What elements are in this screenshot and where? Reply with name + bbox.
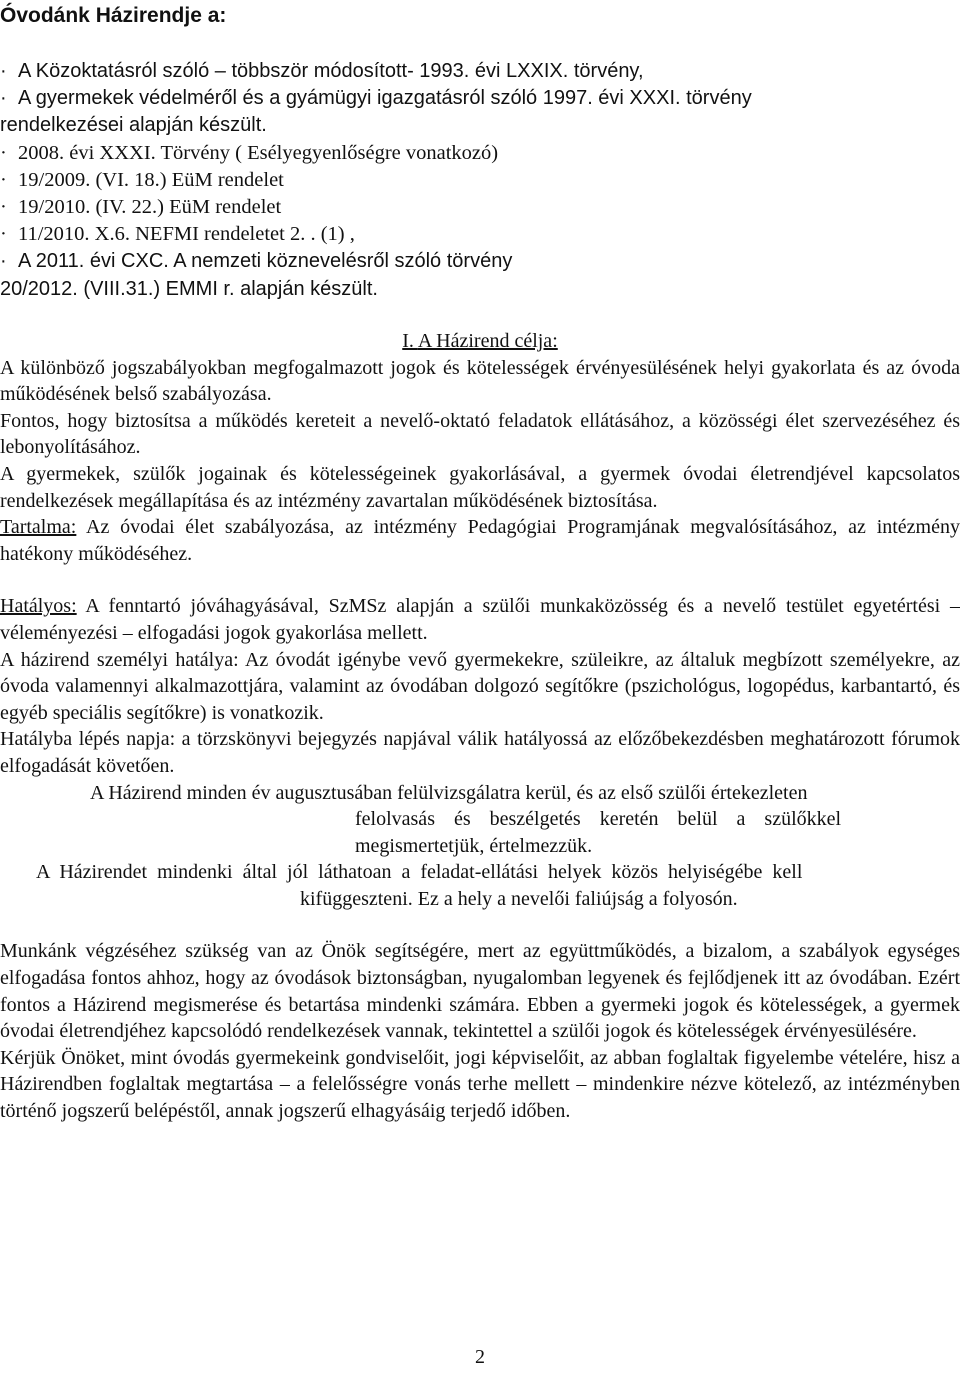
list-item: · 11/2010. X.6. NEFMI rendeletet 2. . (1) , (0, 221, 960, 248)
list-item: · 19/2009. (VI. 18.) EüM rendelet (0, 167, 960, 194)
list-item: · A Közoktatásról szóló – többször módosított- 1993. évi LXXIX. törvény, (0, 58, 960, 85)
bullet-dot-icon: · (0, 223, 7, 246)
bullet-dot-icon: · (0, 250, 7, 273)
document-body (0, 328, 960, 1125)
list-item: · 2008. évi XXXI. Törvény ( Esélyegyenlőségre vonatkozó) (0, 140, 960, 167)
page-title: Óvodánk Házirendje a: (0, 4, 227, 27)
bullet-dot-icon: · (0, 141, 7, 164)
list-item: · A 2011. évi CXC. A nemzeti köznevelésről szóló törvény (0, 248, 960, 275)
paragraph-scope: A házirend személyi hatálya: Az óvodát igénybe vevő gyermekekre, szüleikre, az általuk megbízott személyekre, az óvoda valamennyi alkalmazottjára, valamint az óvodában dolgozó segítőkre (pszichológus, logopédus, karbantartó, és egyéb speciális segítőkre) is vonatkozik. (0, 648, 960, 724)
paragraph-effective-date: Hatályba lépés napja: a törzskönyvi bejegyzés napjával válik hatályossá az előzőbekezdésben meghatározott fórumok elfogadását követően. (0, 728, 960, 777)
legal-basis-list (0, 58, 960, 303)
list-item: 20/2012. (VIII.31.) EMMI r. alapján készült. (0, 277, 378, 300)
paragraph-rights: A gyermekek, szülők jogainak és kötelességeinek gyakorlásával, a gyermek óvodai életrendjével kapcsolatos rendelkezések megállapítása és az intézmény zavartalan működésének biztosítása. (0, 462, 960, 512)
spacer (0, 567, 960, 593)
list-item: · A gyermekek védelméről és a gyámügyi igazgatásról szóló 1997. évi XXXI. törvény (0, 85, 960, 112)
content-label: Tartalma: (0, 516, 77, 539)
paragraph-request: Kérjük Önöket, mint óvodás gyermekeink gondviselőit, jogi képviselőit, az abban foglaltak figyelembe vételére, hisz a Házirendben foglaltak megtartása – a felelősségre vonás terhe mellett – mindenkire nézve kötelező, az intézményben történő jogszerű belépéstől, annak jogszerű elhagyásáig terjedő időben. (0, 1046, 960, 1123)
list-item: rendelkezései alapján készült. (0, 114, 267, 137)
paragraph-importance: Fontos, hogy biztosítsa a működés kereteit a nevelő-oktató feladatok ellátásához, a közösségi élet szervezéséhez és lebonyolításához. (0, 409, 960, 459)
bullet-dot-icon: · (0, 87, 7, 110)
bullet-dot-icon: · (0, 60, 7, 82)
section-heading: I. A Házirend célja: (402, 330, 558, 352)
paragraph-review: A Házirend minden év augusztusában felülvizsgálatra kerül, és az első szülői értekezleten felolvasás és beszélgetés keretén belül a szülőkkel megismertetjük, értelmezzük. (90, 781, 842, 857)
bullet-dot-icon: · (0, 196, 7, 219)
paragraph-content: Tartalma: Az óvodai élet szabályozása, az intézmény Pedagógiai Programjának megvalósításához, az intézmény hatékony működéséhez. (0, 516, 960, 565)
paragraph-display: A Házirendet mindenki által jól láthatoan a feladat-ellátási helyek közös helyiségébe kell kifüggeszteni. Ez a hely a nevelői faliújság a folyosón. (36, 861, 803, 910)
list-item: · 19/2010. (IV. 22.) EüM rendelet (0, 194, 960, 221)
page-number: 2 (475, 1346, 485, 1368)
bullet-dot-icon: · (0, 168, 7, 191)
paragraph-validity: Hatályos: A fenntartó jóváhagyásával, SzMSz alapján a szülői munkaközösség és a nevelő testület egyetértési – véleményezési – elfogadási jogok gyakorlása mellett. (0, 595, 960, 644)
spacer (0, 912, 960, 938)
validity-label: Hatályos: (0, 595, 77, 618)
paragraph-purpose: A különböző jogszabályokban megfogalmazott jogok és kötelességek érvényesülésének helyi gyakorlata és az óvoda működésének belső szabályozása. (0, 356, 960, 406)
paragraph-cooperation: Munkánk végzéséhez szükség van az Önök segítségére, mert az együttműködés, a bizalom, a szabályok egységes elfogadása fontos ahhoz, hogy az óvodások biztonságban, nyugalomban legyenek és fejlődjenek itt az óvodában. Ezért fontos a Házirend megismerése és betartása mindenki számára. Ebben a gyermeki jogok és kötelességek, a gyermek óvodai életrendjéhez kapcsolódó rendelkezések vannak, tekintettel a szülői jogok és kötelességek érvényesülésére. (0, 940, 960, 1043)
